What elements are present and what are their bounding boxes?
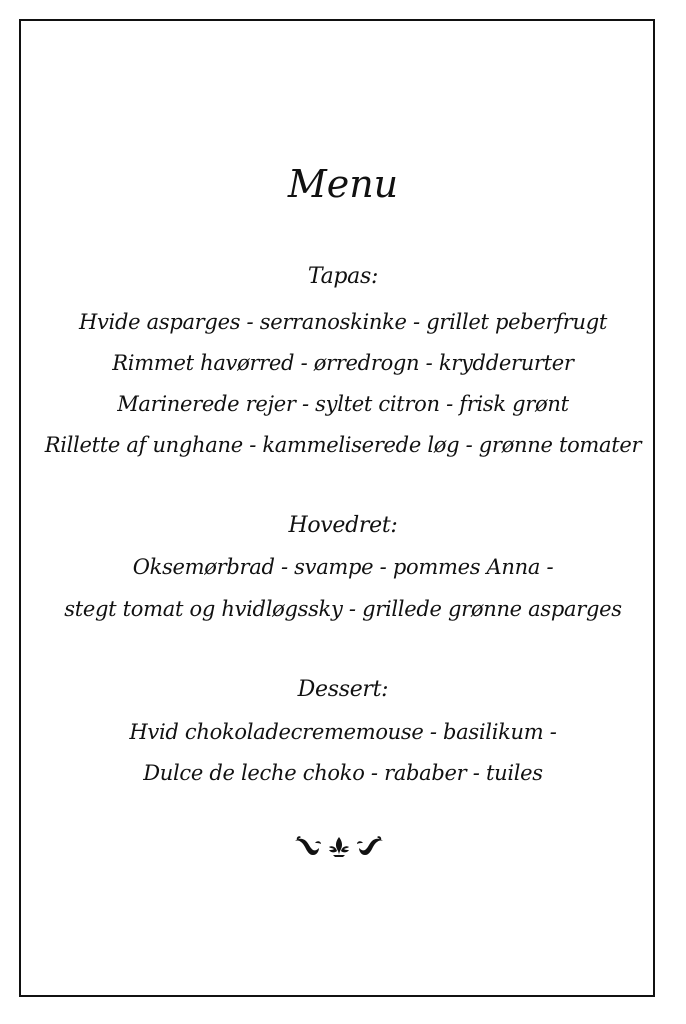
menu-item: stegt tomat og hvidløgssky - grillede grønne asparges bbox=[64, 597, 622, 621]
menu-item: Hvid chokoladecrememouse - basilikum - bbox=[129, 720, 557, 744]
menu-item: Dulce de leche choko - rababer - tuiles bbox=[143, 761, 543, 785]
section-heading-hovedret: Hovedret: bbox=[288, 513, 398, 538]
menu-item: Rimmet havørred - ørredrogn - krydderurter bbox=[112, 351, 574, 375]
menu-item: Oksemørbrad - svampe - pommes Anna - bbox=[132, 555, 554, 579]
menu-item: Rillette af unghane - kammeliserede løg - grønne tomater bbox=[44, 433, 642, 457]
section-heading-tapas: Tapas: bbox=[307, 264, 379, 289]
menu-item: Marinerede rejer - syltet citron - frisk grønt bbox=[117, 392, 569, 416]
fleuron-ornament-icon bbox=[293, 833, 385, 863]
menu-item: Hvide asparges - serranoskinke - grillet peberfrugt bbox=[78, 310, 607, 334]
section-heading-dessert: Dessert: bbox=[297, 677, 389, 702]
menu-title: Menu bbox=[287, 162, 399, 206]
